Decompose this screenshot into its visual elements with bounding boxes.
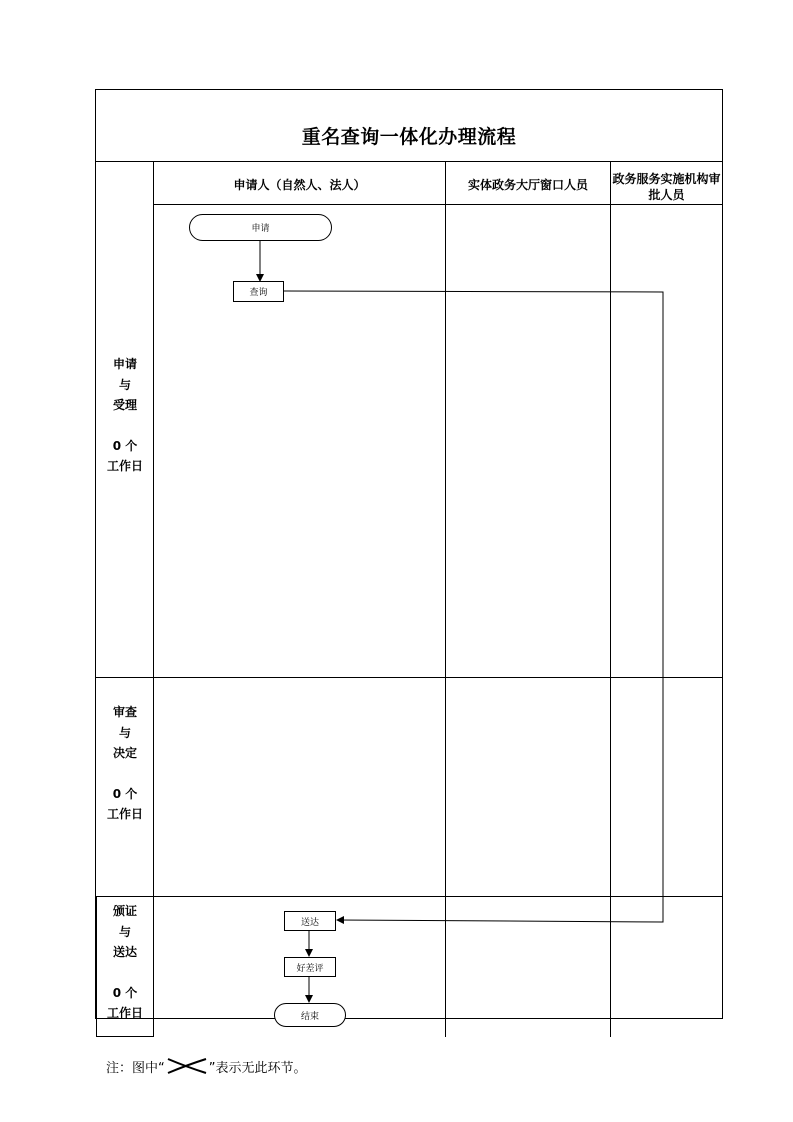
node-query: 查询 [233,281,284,302]
footnote-suffix: ”表示无此环节。 [208,1060,307,1076]
cross-icon [166,1056,208,1076]
node-apply: 申请 [189,214,332,241]
lane-header-window-staff: 实体政务大厅窗口人员 [467,178,588,192]
page-title: 重名查询一体化办理流程 [301,126,517,148]
lane-header-applicant: 申请人（自然人、法人） [233,178,366,192]
footnote [106,1056,307,1076]
node-end: 结束 [274,1003,346,1027]
node-review: 好差评 [284,957,336,977]
arrow-query-to-deliver [284,291,663,922]
stage-label-delivery: 颁证 与 送达 0 个 工作日 [106,904,143,1020]
lane-header-approver: 政务服务实施机构审批人员 [612,172,721,202]
stage-label-apply: 申请 与 受理 0 个 工作日 [106,357,143,473]
node-deliver: 送达 [284,911,336,931]
stage-label-review: 审查 与 决定 0 个 工作日 [106,705,143,821]
footnote-prefix: 注：图中“ [106,1060,165,1076]
